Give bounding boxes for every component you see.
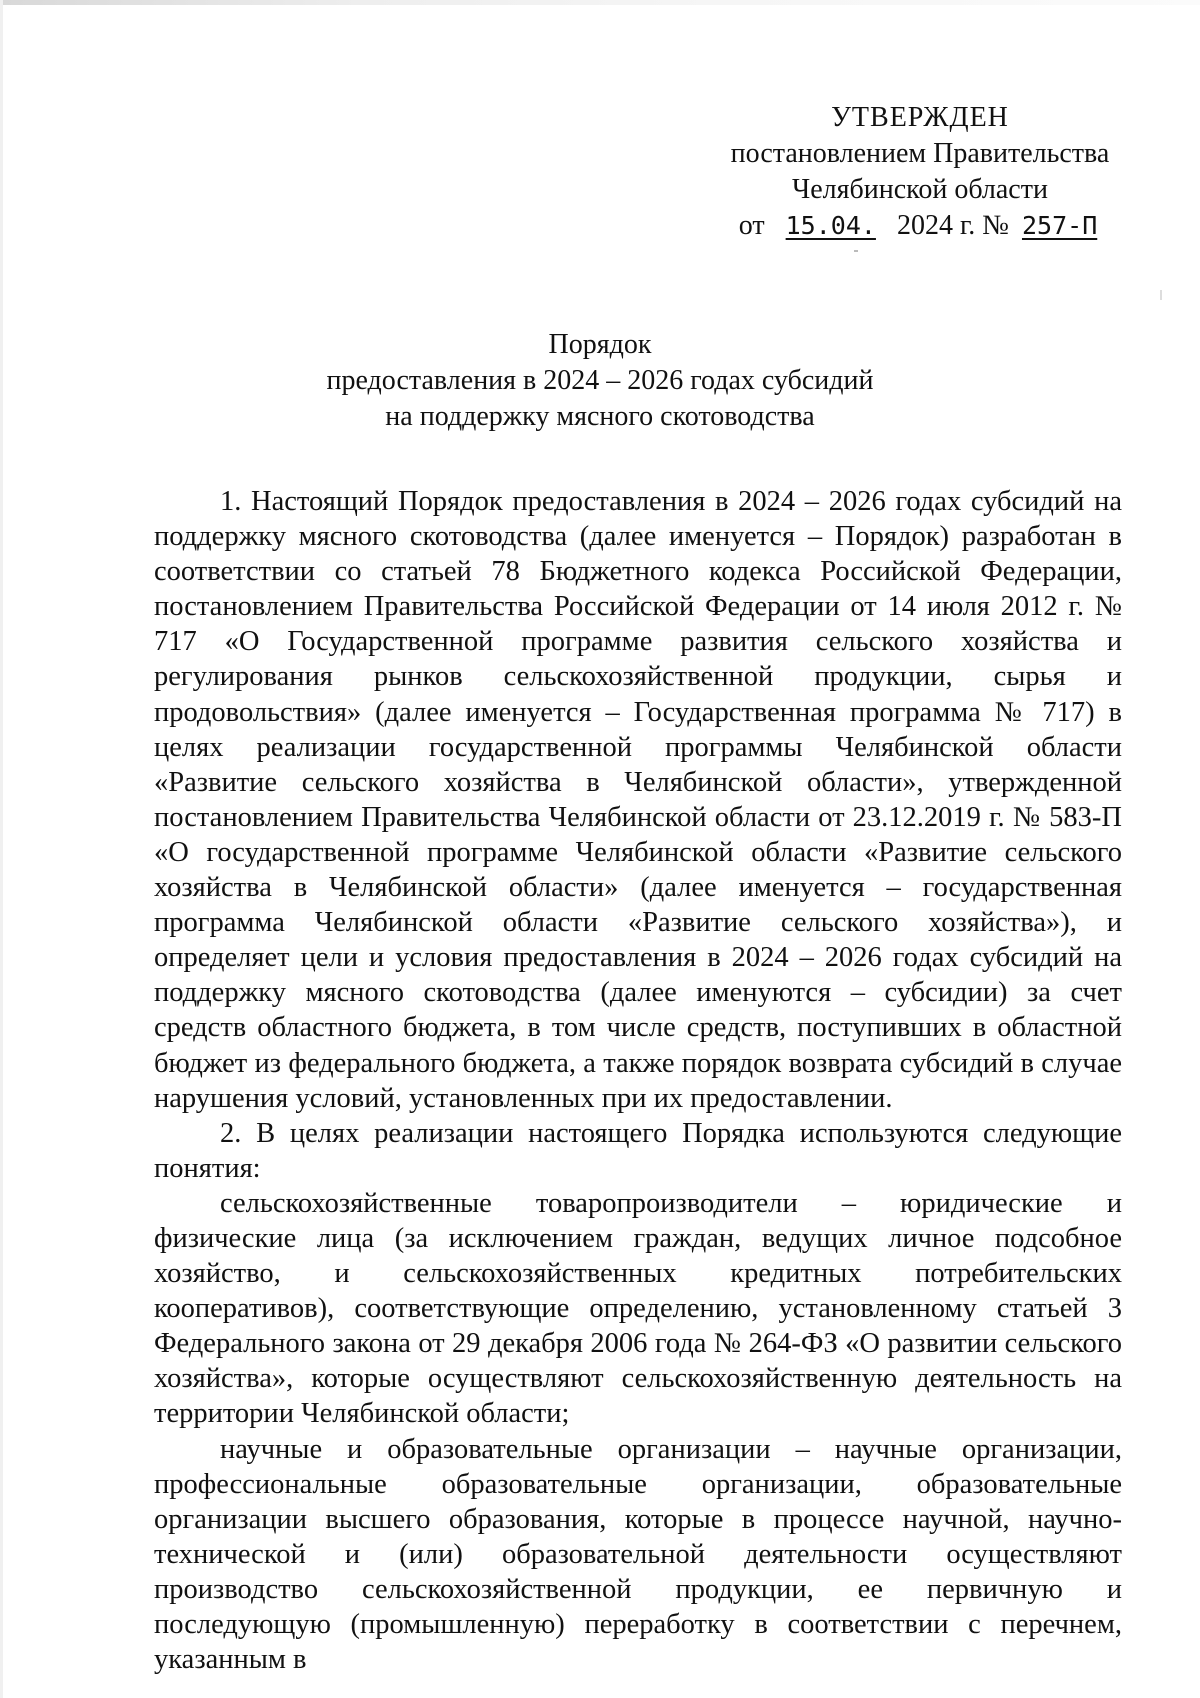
approval-date-line — [700, 208, 1140, 244]
title-line-2: предоставления в 2024 – 2026 годах субсидий — [326, 365, 874, 396]
document-title — [160, 327, 1040, 435]
approval-number-value: 257-П — [1021, 211, 1098, 240]
scan-edge-left — [0, 0, 3, 1698]
approval-date-value: 15.04. — [785, 211, 876, 240]
approval-year: 2024 г. № — [896, 210, 1009, 241]
definition-scientific-organizations: научные и образовательные организации – научные организации, профессиональные образовательные организации, образовательные организации высшего образования, которые в процессе научной, научно-технической и (или) образовательной деятельности осуществляют производство сельскохозяйственной продукции, ее первичную и последующую (промышленную) переработку в соответствии с перечнем, указанным в — [154, 1433, 1122, 1676]
approval-stamp-block — [700, 100, 1140, 244]
approval-line-1: постановлением Правительства — [730, 138, 1110, 169]
document-body — [154, 484, 1122, 1677]
title-line-1: Порядок — [548, 329, 652, 360]
paragraph-1: 1. Настоящий Порядок предоставления в 2024 – 2026 годах субсидий на поддержку мясного скотоводства (далее именуется – Порядок) разработан в соответствии со статьей 78 Бюджетного кодекса Российской Федерации, постановлением Правительства Российской Федерации от 14 июля 2012 г. № 717 «О Государственной программе развития сельского хозяйства и регулирования рынков сельскохозяйственной продукции, сырья и продовольствия» (далее именуется – Государственная программа № 717) в целях реализации государственной программы Челябинской области «Развитие сельского хозяйства в Челябинской области», утвержденной постановлением Правительства Челябинской области от 23.12.2019 г. № 583-П «О государственной программе Челябинской области «Развитие сельского хозяйства в Челябинской области» (далее именуется – государственная программа Челябинской области «Развитие сельского хозяйства»), и определяет цели и условия предоставления в 2024 – 2026 годах субсидий на поддержку мясного скотоводства (далее именуются – субсидии) за счет средств областного бюджета, в том числе средств, поступивших в областной бюджет из федерального бюджета, а также порядок возврата субсидий в случае нарушения условий, установленных при их предоставлении. — [154, 486, 1122, 1114]
scan-edge-top — [0, 0, 1200, 5]
approval-line-2: Челябинской области — [792, 174, 1048, 205]
paragraph-2: 2. В целях реализации настоящего Порядка используются следующие понятия: — [154, 1117, 1122, 1184]
approval-date-prefix: от — [738, 210, 765, 241]
definition-agricultural-producers: сельскохозяйственные товаропроизводители – юридические и физические лица (за исключением граждан, ведущих личное подсобное хозяйство, и сельскохозяйственных кредитных потребительских кооперативов), соответствующие определению, установленному статьей 3 Федерального закона от 29 декабря 2006 года № 264-ФЗ «О развитии сельского хозяйства», которые осуществляют сельскохозяйственную деятельность на территории Челябинской области; — [154, 1187, 1122, 1430]
approval-heading: УТВЕРЖДЕН — [831, 102, 1009, 133]
title-line-3: на поддержку мясного скотоводства — [385, 401, 815, 432]
scan-speck — [854, 250, 858, 252]
scan-speck — [1160, 290, 1162, 300]
